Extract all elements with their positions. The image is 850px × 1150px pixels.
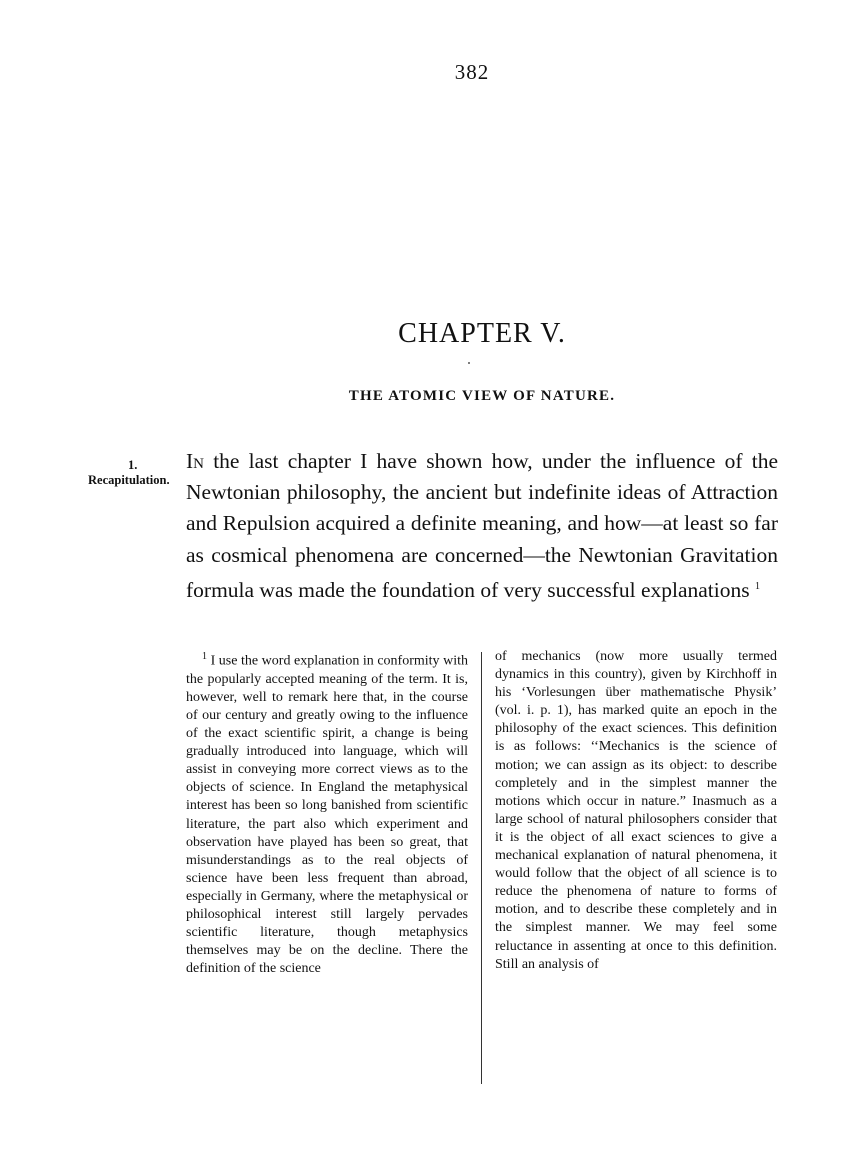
footnote-area — [186, 648, 780, 1088]
margin-note-number: 1. — [128, 458, 138, 472]
footnote-reference: 1 — [754, 580, 760, 592]
page-number: 382 — [454, 60, 490, 84]
chapter-heading: CHAPTER V. — [398, 318, 566, 349]
footnote-left-text: I use the word explanation in conformity with the popularly accepted meaning of the term. It is, however, well to remark here that, in the course of our century and greatly owing to the influence of the exact scientific spirit, a change is being gradually introduced into language, which will assist in conveying more correct views as to the objects of science. In England the metaphysical interest has been so long banished from scientific literature, the part also which experiment and observation have played has been so great, that misunderstandings as to the real objects of science have been less frequent than abroad, especially in Germany, where the metaphysical or philosophical interest still largely pervades scientific literature, though metaphysics themselves may be on the decline. There the definition of the science — [186, 653, 468, 977]
body-text: the last chapter I have shown how, under the influence of the Newtonian philosophy, the ancient but indefinite ideas of Attraction and Repulsion acquired a definite meaning, and how—at least so far as cosmical phenomena are concerned—the Newtonian Gravitation formula was made the foundation of very successful explanations — [186, 449, 778, 602]
margin-note — [88, 458, 168, 488]
body-paragraph — [186, 446, 778, 606]
footnote-right-column: of mechanics (now more usually termed dynamics in this country), given by Kirchhoff in his ‘Vorlesungen über mathematische Physik’ (vol. i. p. 1), has marked quite an epoch in the philosophy of the exact sciences. This definition is as follows: ‘‘Mechanics is the science of motion; we can assign as its object: to describe completely and in the simplest manner the motions which occur in nature.” Inasmuch as a large school of natural philosophers consider that it is the object of all exact sciences to give a mechanical explanation of natural phenomena, it would follow that the object of all science is to reduce the phenomena of nature to forms of motion, and to describe these completely and in the simplest manner. We may feel some reluctance in assenting at once to this definition. Still an analysis of — [495, 649, 777, 972]
chapter-title: THE ATOMIC VIEW OF NATURE. — [348, 388, 616, 404]
footnote-left-column — [186, 648, 468, 978]
margin-note-label: Recapitulation. — [88, 473, 170, 487]
body-lead-word: In — [186, 449, 204, 473]
footnote-marker: 1 — [202, 651, 207, 662]
printer-dot — [468, 362, 470, 364]
column-divider — [481, 652, 482, 1084]
